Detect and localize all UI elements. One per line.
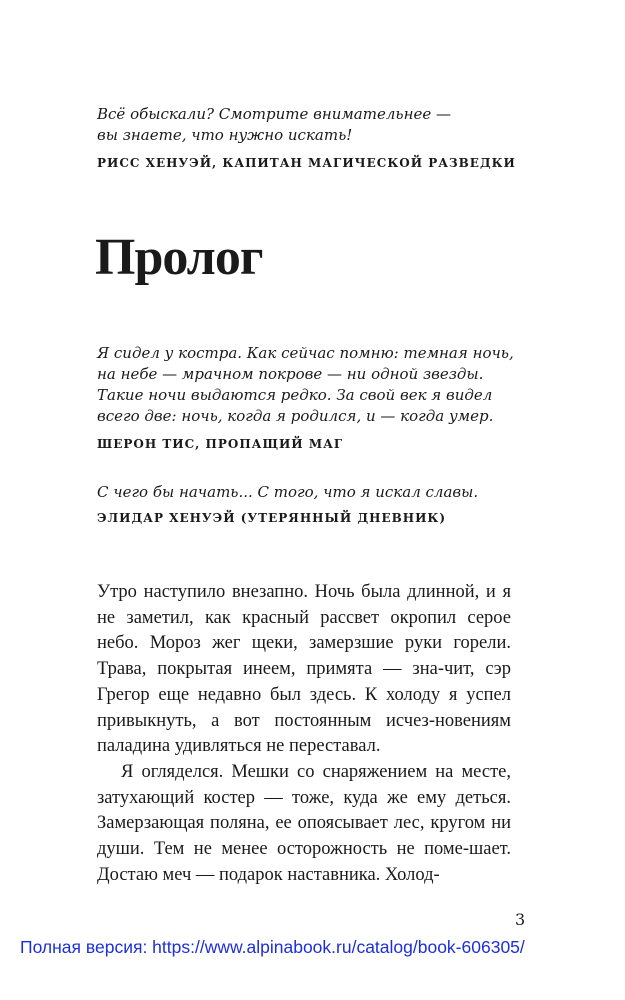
epigraph-line: С чего бы начать... С того, что я искал славы.: [97, 483, 479, 501]
epigraph-line: Всё обыскали? Смотрите внимательнее —: [97, 105, 451, 123]
epigraph-line: вы знаете, что нужно искать!: [97, 126, 353, 144]
chapter-title: Пролог: [95, 229, 263, 286]
epigraph-1-attribution: РИСС ХЕНУЭЙ, КАПИТАН МАГИЧЕСКОЙ РАЗВЕДКИ: [97, 156, 516, 170]
epigraph-2: [97, 343, 514, 427]
full-version-link[interactable]: Полная версия: https://www.alpinabook.ru/catalog/book-606305/: [20, 937, 525, 957]
epigraph-3-attribution: ЭЛИДАР ХЕНУЭЙ (УТЕРЯННЫЙ ДНЕВНИК): [97, 511, 447, 525]
body-paragraph: Я огляделся. Мешки со снаряжением на месте, затухающий костер — тоже, куда же ему деться. Замерзающая поляна, ее опоясывает лес, кругом ни души. Тем не менее осторожность не поме-шает. Достаю меч — подарок наставника. Холод-: [97, 761, 511, 885]
epigraph-line: Такие ночи выдаются редко. За свой век я видел: [97, 386, 493, 404]
epigraph-3: [97, 482, 478, 503]
epigraph-2-attribution: ШЕРОН ТИС, ПРОПАЩИЙ МАГ: [97, 437, 344, 451]
epigraph-line: всего две: ночь, когда я родился, и — когда умер.: [97, 407, 494, 425]
chapter-body: [97, 580, 511, 888]
epigraph-line: Я сидел у костра. Как сейчас помню: темная ночь,: [97, 344, 514, 362]
epigraph-1: [97, 104, 451, 146]
page-number: 3: [515, 910, 526, 929]
epigraph-line: на небе — мрачном покрове — ни одной звезды.: [97, 365, 484, 383]
body-paragraph: Утро наступило внезапно. Ночь была длинной, и я не заметил, как красный рассвет окропил серое небо. Мороз жег щеки, замерзшие руки горели. Трава, покрытая инеем, примята — зна-чит, сэр Грегор еще недавно был здесь. К холоду я успел привыкнуть, а вот постоянным исчез-новениям паладина удивляться не переставал.: [97, 582, 511, 757]
